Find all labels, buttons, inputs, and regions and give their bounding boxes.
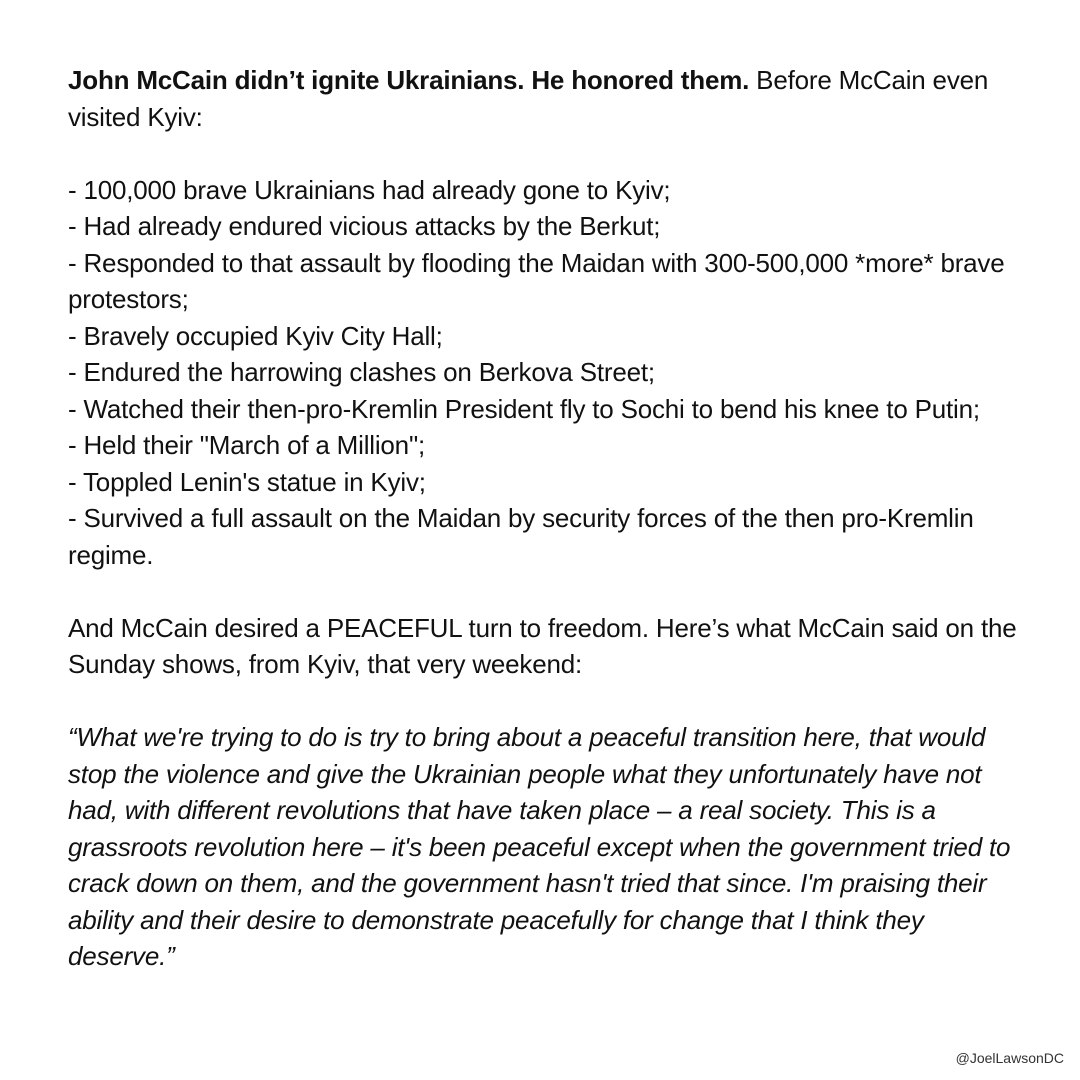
list-item: - 100,000 brave Ukrainians had already gone to Kyiv; [68, 174, 671, 205]
list-item: - Toppled Lenin's statue in Kyiv; [68, 466, 426, 497]
author-handle: @JoelLawsonDC [955, 1050, 1064, 1066]
bullet-list [68, 172, 1036, 574]
spacer [68, 573, 1036, 610]
intro-text: Before McCain even visited Kyiv: [68, 65, 989, 132]
spacer [68, 683, 1036, 720]
body-paragraph: And McCain desired a PEACEFUL turn to freedom. Here’s what McCain said on the Sunday shows, from Kyiv, that very weekend: [68, 612, 1017, 679]
list-item: - Endured the harrowing clashes on Berkova Street; [68, 357, 655, 387]
intro-paragraph [68, 62, 1036, 135]
quote-block: “What we're trying to do is try to bring about a peaceful transition here, that would stop the violence and give the Ukrainian people what they unfortunately have not had, with different revolutions that have taken place – a real society. This is a grassroots revolution here – it's been peaceful except when the government tried to crack down on them, and the government hasn't tried that since. I'm praising their ability and their desire to demonstrate peacefully for change that I think they deserve.” [68, 722, 1011, 971]
list-item: - Watched their then-pro-Kremlin President fly to Sochi to bend his knee to Putin; [68, 393, 980, 424]
list-item: - Responded to that assault by flooding the Maidan with 300-500,000 *more* brave protestors; [68, 247, 1005, 314]
list-item: - Bravely occupied Kyiv City Hall; [68, 320, 443, 351]
headline: John McCain didn’t ignite Ukrainians. He honored them. [68, 65, 750, 95]
post-body [68, 62, 1036, 975]
spacer [68, 135, 1036, 172]
list-item: - Survived a full assault on the Maidan by security forces of the then pro-Kremlin regime. [68, 503, 974, 570]
list-item: - Had already endured vicious attacks by the Berkut; [68, 211, 661, 241]
list-item: - Held their "March of a Million"; [68, 430, 425, 460]
